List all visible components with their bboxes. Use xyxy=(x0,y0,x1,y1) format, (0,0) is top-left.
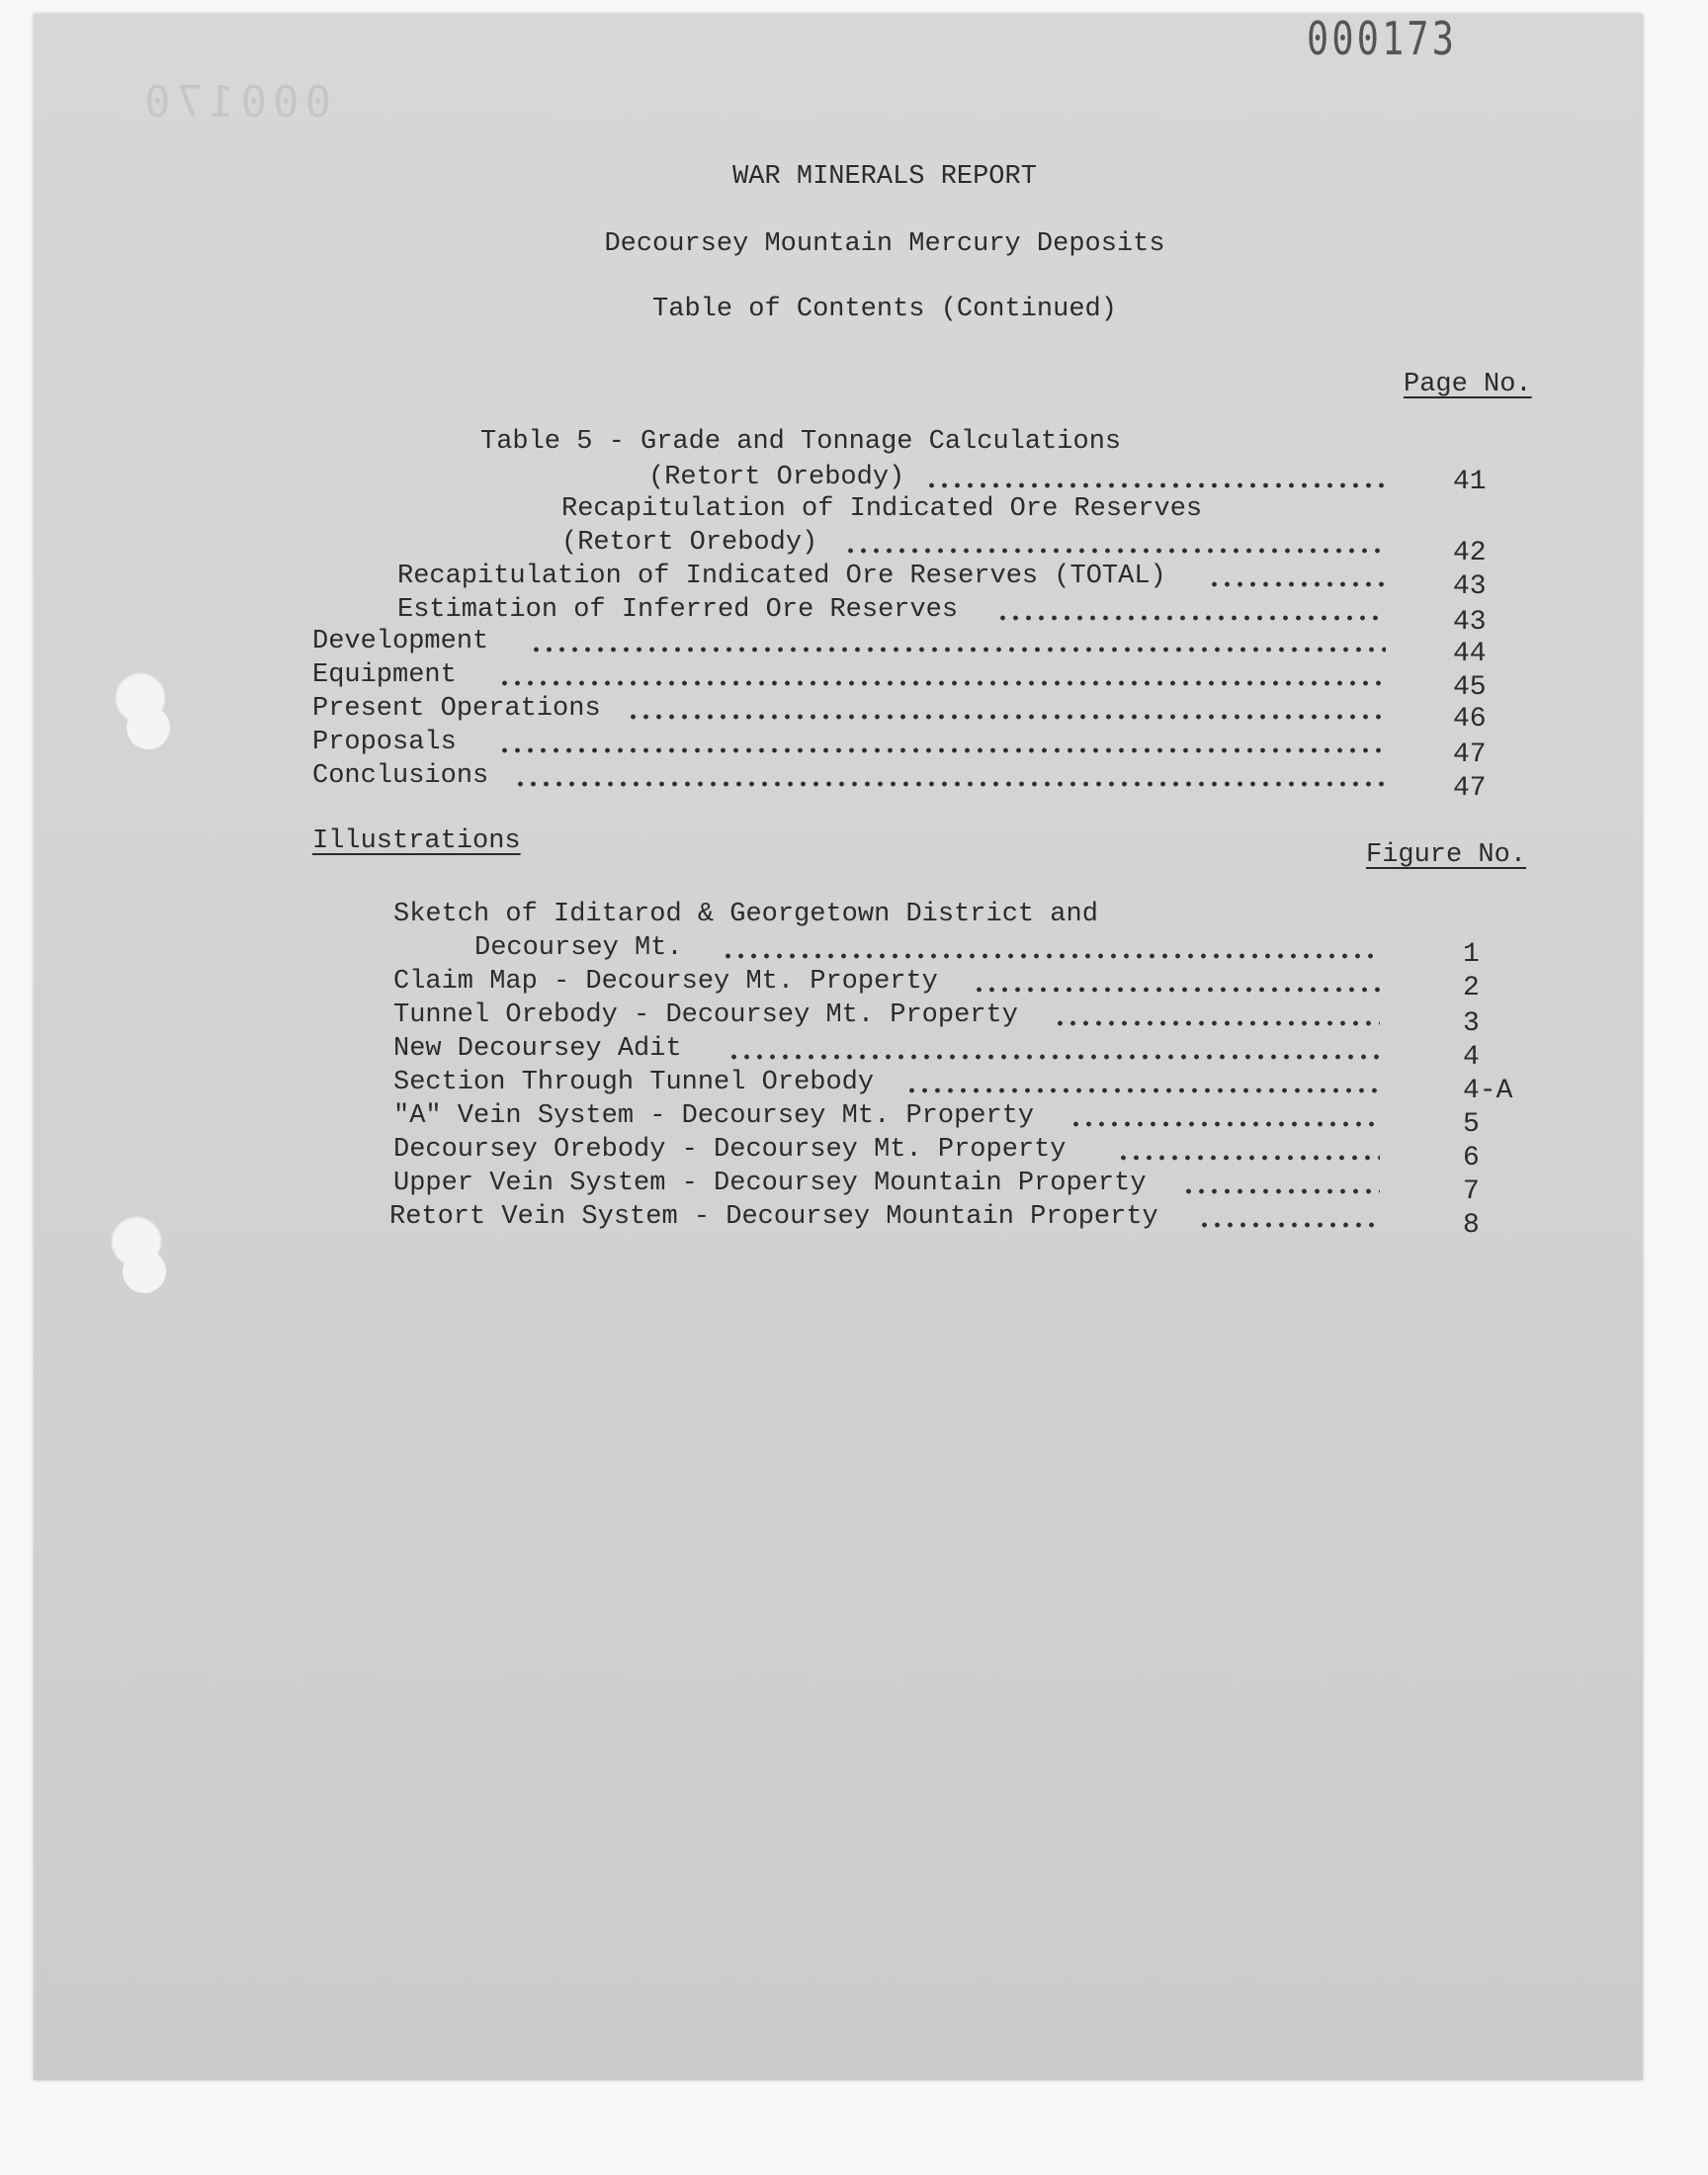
fig-new-adit-number: 4 xyxy=(1463,1042,1480,1073)
toc-equipment-page: 45 xyxy=(1453,672,1487,703)
report-title: WAR MINERALS REPORT xyxy=(732,162,1037,192)
fig-entry-retort-vein xyxy=(0,1202,1708,1241)
fig-entry-tunnel-orebody xyxy=(0,1000,1708,1039)
fig-section-through-number: 4-A xyxy=(1463,1076,1513,1106)
toc-table5-line2: (Retort Orebody) xyxy=(648,463,905,492)
toc-entry-inferred xyxy=(0,595,1708,638)
stamp-number: 000173 xyxy=(1307,12,1458,65)
fig-a-vein-number: 5 xyxy=(1463,1109,1480,1140)
fig-sketch-number: 1 xyxy=(1463,939,1480,970)
toc-recap-total-label: Recapitulation of Indicated Ore Reserves (TOTAL) xyxy=(397,562,1166,591)
fig-entry-sketch xyxy=(0,933,1708,970)
fig-claim-map-label: Claim Map - Decoursey Mt. Property xyxy=(393,967,938,997)
toc-entry-conclusions xyxy=(0,761,1708,804)
dot-leader xyxy=(1208,580,1386,588)
toc-recap-page: 42 xyxy=(1453,538,1487,568)
fig-a-vein-label: "A" Vein System - Decoursey Mt. Property xyxy=(393,1101,1035,1131)
page-column-header: Page No. xyxy=(1404,370,1532,399)
dot-leader xyxy=(996,614,1386,622)
dot-leader xyxy=(1117,1154,1380,1162)
toc-entry-development xyxy=(0,627,1708,669)
toc-present-operations-label: Present Operations xyxy=(312,694,601,724)
toc-inferred-page: 43 xyxy=(1453,607,1487,638)
fig-sketch-line2: Decoursey Mt. xyxy=(474,933,683,963)
fig-entry-new-adit xyxy=(0,1034,1708,1073)
fig-section-through-label: Section Through Tunnel Orebody xyxy=(393,1068,875,1097)
fig-decoursey-orebody-label: Decoursey Orebody - Decoursey Mt. Property xyxy=(393,1135,1067,1165)
toc-proposals-label: Proposals xyxy=(312,728,457,757)
toc-development-page: 44 xyxy=(1453,639,1487,669)
fig-claim-map-number: 2 xyxy=(1463,973,1480,1003)
toc-entry-recap-total xyxy=(0,562,1708,602)
dot-leader xyxy=(905,1087,1380,1094)
toc-entry-table5 xyxy=(0,463,1708,497)
dot-leader xyxy=(1069,1120,1380,1128)
toc-recap-line2: (Retort Orebody) xyxy=(561,528,818,558)
fig-entry-a-vein xyxy=(0,1101,1708,1140)
ghost-stamp-number: 000170 xyxy=(138,77,331,128)
dot-leader xyxy=(1054,1019,1380,1027)
fig-upper-vein-number: 7 xyxy=(1463,1176,1480,1207)
section-title: Table of Contents (Continued) xyxy=(652,295,1117,324)
fig-upper-vein-label: Upper Vein System - Decoursey Mountain Property xyxy=(393,1169,1147,1198)
toc-table5-line1: Table 5 - Grade and Tonnage Calculations xyxy=(480,427,1122,457)
dot-leader xyxy=(1198,1221,1380,1229)
toc-equipment-label: Equipment xyxy=(312,660,457,690)
toc-entry-recap xyxy=(0,528,1708,568)
toc-recap-line1: Recapitulation of Indicated Ore Reserves xyxy=(561,494,1203,524)
dot-leader xyxy=(498,746,1386,754)
toc-present-operations-page: 46 xyxy=(1453,704,1487,735)
dot-leader xyxy=(727,1053,1380,1061)
toc-conclusions-page: 47 xyxy=(1453,773,1487,804)
dot-leader xyxy=(514,780,1386,788)
dot-leader xyxy=(844,547,1386,555)
toc-proposals-page: 47 xyxy=(1453,740,1487,770)
report-subtitle: Decoursey Mountain Mercury Deposits xyxy=(604,229,1165,259)
toc-inferred-label: Estimation of Inferred Ore Reserves xyxy=(397,595,959,625)
toc-entry-equipment xyxy=(0,660,1708,703)
fig-entry-claim-map xyxy=(0,967,1708,1003)
fig-sketch-line1: Sketch of Iditarod & Georgetown District and xyxy=(393,900,1098,929)
toc-conclusions-label: Conclusions xyxy=(312,761,489,791)
fig-entry-decoursey-orebody xyxy=(0,1135,1708,1174)
fig-tunnel-orebody-label: Tunnel Orebody - Decoursey Mt. Property xyxy=(393,1000,1018,1030)
fig-retort-vein-number: 8 xyxy=(1463,1210,1480,1241)
fig-tunnel-orebody-number: 3 xyxy=(1463,1008,1480,1039)
fig-entry-upper-vein xyxy=(0,1169,1708,1207)
dot-leader xyxy=(722,952,1380,960)
fig-retort-vein-label: Retort Vein System - Decoursey Mountain Property xyxy=(389,1202,1158,1232)
toc-development-label: Development xyxy=(312,627,489,656)
fig-new-adit-label: New Decoursey Adit xyxy=(393,1034,682,1064)
toc-entry-proposals xyxy=(0,728,1708,770)
toc-table5-page: 41 xyxy=(1453,467,1487,497)
fig-decoursey-orebody-number: 6 xyxy=(1463,1143,1480,1174)
dot-leader xyxy=(1182,1187,1380,1195)
dot-leader xyxy=(925,481,1386,489)
dot-leader xyxy=(973,986,1380,994)
dot-leader xyxy=(530,646,1386,653)
toc-entry-present-operations xyxy=(0,694,1708,735)
illustrations-heading: Illustrations xyxy=(312,826,521,856)
toc-recap-total-page: 43 xyxy=(1453,571,1487,602)
fig-entry-section-through xyxy=(0,1068,1708,1106)
dot-leader xyxy=(627,713,1386,721)
dot-leader xyxy=(498,679,1386,687)
figure-column-header: Figure No. xyxy=(1366,840,1527,870)
